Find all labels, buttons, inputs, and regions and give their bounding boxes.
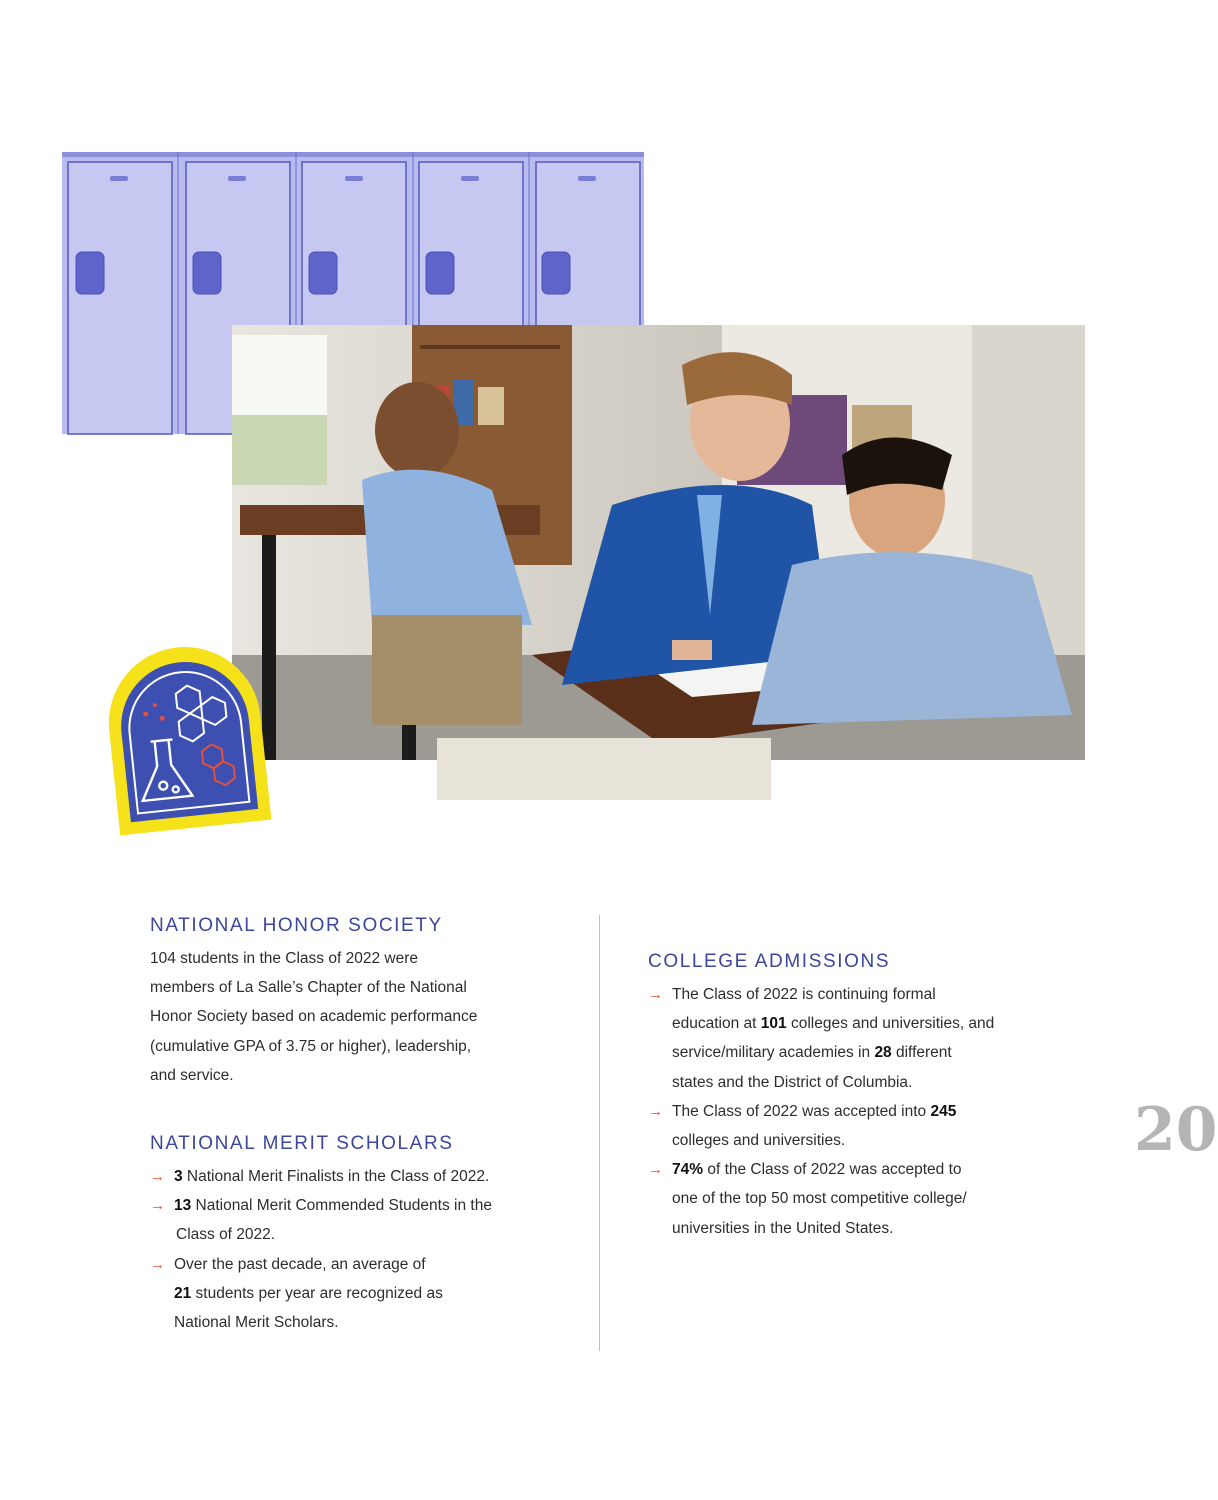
page-number: 20 (1134, 1095, 1218, 1165)
list-item: → 74% of the Class of 2022 was accepted to one of the top 50 most competitive college/ universities in the United States. (648, 1155, 1068, 1243)
photo-caption-box (437, 738, 771, 800)
merit-heading: NATIONAL MERIT SCHOLARS (150, 1133, 454, 1155)
left-column (150, 912, 570, 1337)
column-divider (599, 915, 600, 1351)
arrow-right-icon: → (648, 986, 663, 1003)
nhs-body: 104 students in the Class of 2022 were members of La Salle’s Chapter of the National Honor Society based on academic performance (cumulative GPA of 3.75 or higher), leadership, and service. (150, 950, 478, 1084)
admissions-list (648, 980, 1068, 1243)
arrow-right-icon: → (150, 1197, 165, 1215)
arrow-right-icon: → (150, 1168, 165, 1186)
arrow-right-icon: → (648, 1102, 663, 1120)
list-item: → 13 National Merit Commended Students in the Class of 2022. (150, 1191, 570, 1249)
admissions-heading: COLLEGE ADMISSIONS (648, 951, 891, 972)
merit-list (150, 1162, 570, 1337)
arrow-right-icon: → (150, 1255, 165, 1273)
list-item: → 3 National Merit Finalists in the Class of 2022. (150, 1162, 570, 1191)
science-flask-badge (100, 638, 272, 830)
list-item: → The Class of 2022 is continuing formal education at 101 colleges and universities, and service/military academies in 28 different states and the District of Columbia. (648, 980, 1068, 1097)
arrow-right-icon: → (648, 1161, 663, 1179)
students-at-desks-photo (232, 325, 1085, 760)
right-column (648, 948, 1068, 1243)
list-item: → The Class of 2022 was accepted into 245 colleges and universities. (648, 1097, 1068, 1155)
nhs-heading: NATIONAL HONOR SOCIETY (150, 915, 443, 936)
list-item: → Over the past decade, an average of 21 students per year are recognized as National Merit Scholars. (150, 1250, 570, 1338)
